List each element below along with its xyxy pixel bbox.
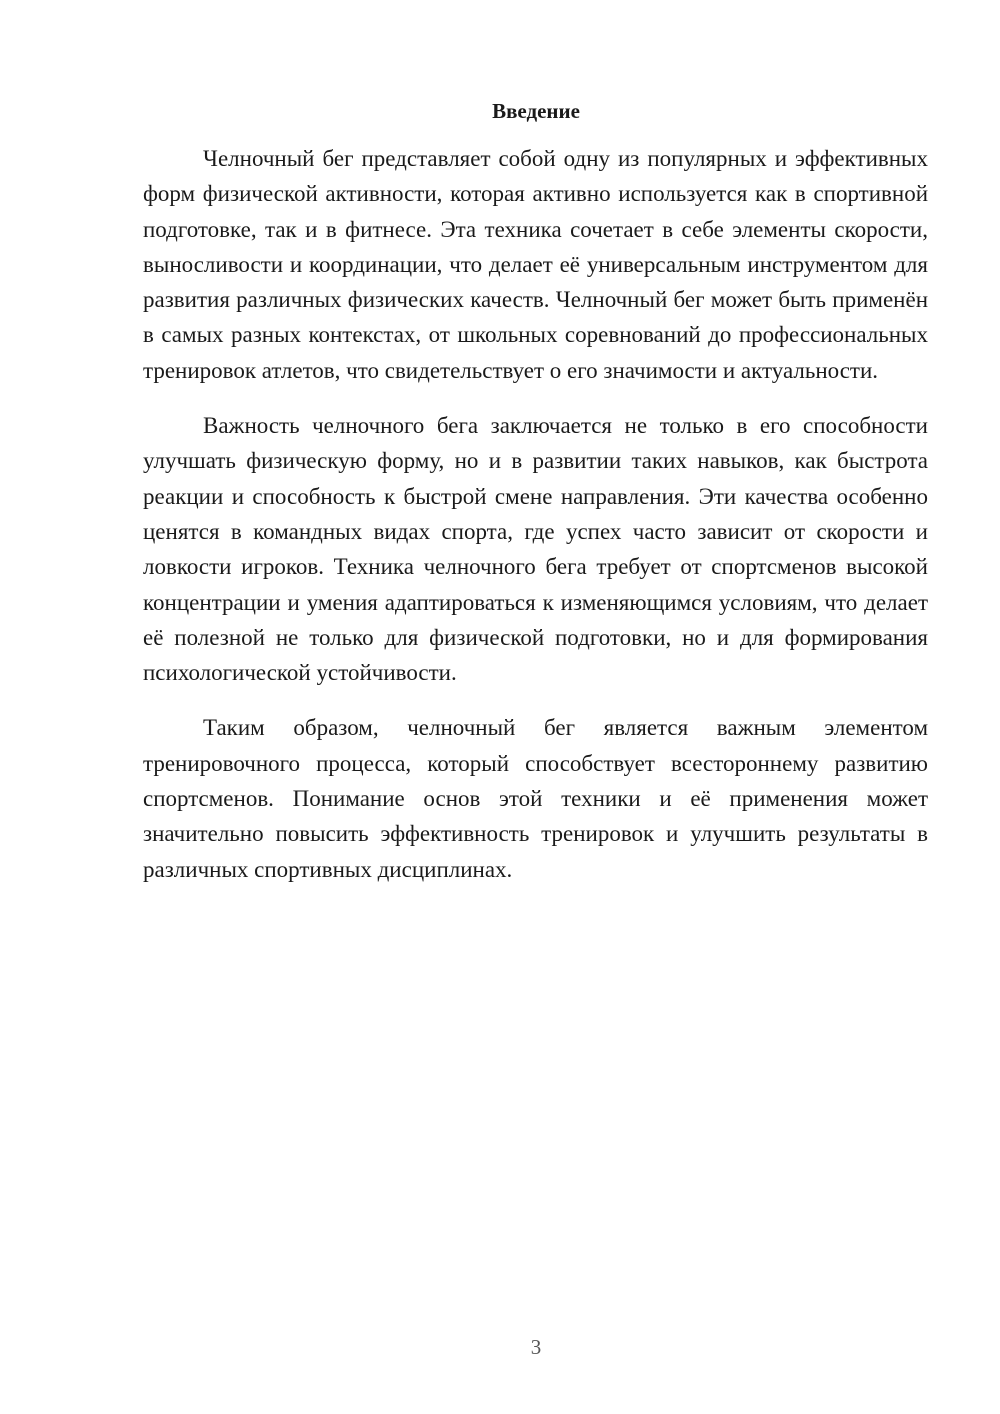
section-title: Введение bbox=[492, 99, 580, 123]
paragraph-2: Важность челночного бега заключается не только в его способности улучшать физическую форму, но и в развитии таких навыков, как быстрота реакции и способность к быстрой смене направления. Эти качества особенно ценятся в командных видах спорта, где успех часто зависит от скорости и ловкости игроков. Техника челночного бега требует от спортсменов высокой концентрации и умения адаптироваться к изменяющимся условиям, что делает её полезной не только для физической подготовки, но и для формирования психологической устойчивости. bbox=[143, 413, 928, 686]
body-text bbox=[143, 141, 928, 907]
paragraph-1: Челночный бег представляет собой одну из популярных и эффективных форм физической активности, которая активно используется как в спортивной подготовке, так и в фитнесе. Эта техника сочетает в себе элементы скорости, выносливости и координации, что делает её универсальным инструментом для развития различных физических качеств. Челночный бег может быть применён в самых разных контекстах, от школьных соревнований до профессиональных тренировок атлетов, что свидетельствует о его значимости и актуальности. bbox=[143, 146, 928, 383]
paragraph-3: Таким образом, челночный бег является важным элементом тренировочного процесса, который способствует всестороннему развитию спортсменов. Понимание основ этой техники и её применения может значительно повысить эффективность тренировок и улучшить результаты в различных спортивных дисциплинах. bbox=[143, 715, 928, 882]
page-number: 3 bbox=[530, 1335, 542, 1359]
